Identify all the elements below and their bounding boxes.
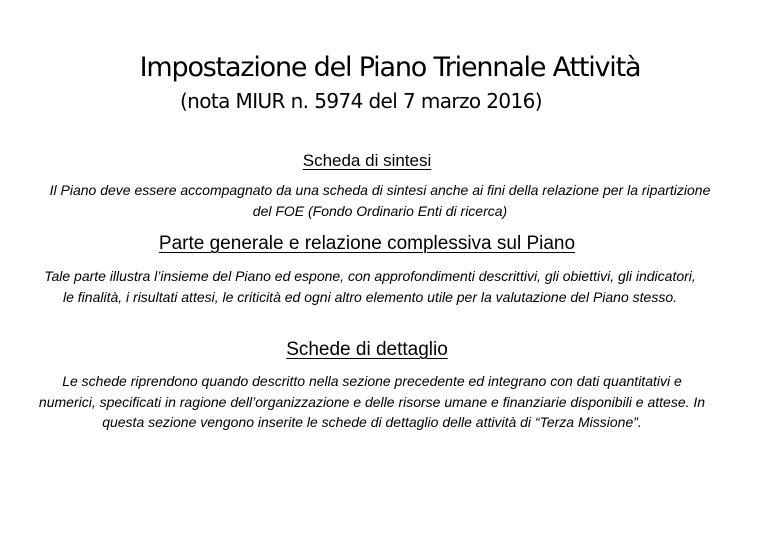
section-heading-parte-generale: Parte generale e relazione complessiva sul Piano <box>158 233 576 254</box>
section-text-scheda-di-sintesi: Il Piano deve essere accompagnato da una scheda di sintesi anche ai fini della relazione per la ripartizione del FOE (Fondo Ordinario Enti di ricerca) <box>49 182 711 219</box>
slide-title: Impostazione del Piano Triennale Attività <box>139 52 641 83</box>
section-heading-scheda-di-sintesi: Scheda di sintesi <box>302 151 432 170</box>
section-text-schede-di-dettaglio: Le schede riprendono quando descritto nella sezione precedente ed integrano con dati quantitativi e numerici, specificati in ragione dell’organizzazione e delle risorse umane e finanziarie disponibili e attese. In questa sezione vengono inserite le schede di dettaglio delle attività di “Terza Missione”. <box>38 373 706 430</box>
section-text-parte-generale: Tale parte illustra l’insieme del Piano ed espone, con approfondimenti descrittivi, gli obiettivi, gli indicatori, le finalità, i risultati attesi, le criticità ed ogni altro elemento utile per la valutazione del Piano stesso. <box>44 268 696 305</box>
section-heading-schede-di-dettaglio: Schede di dettaglio <box>286 339 448 360</box>
slide-subtitle: (nota MIUR n. 5974 del 7 marzo 2016) <box>179 89 542 113</box>
